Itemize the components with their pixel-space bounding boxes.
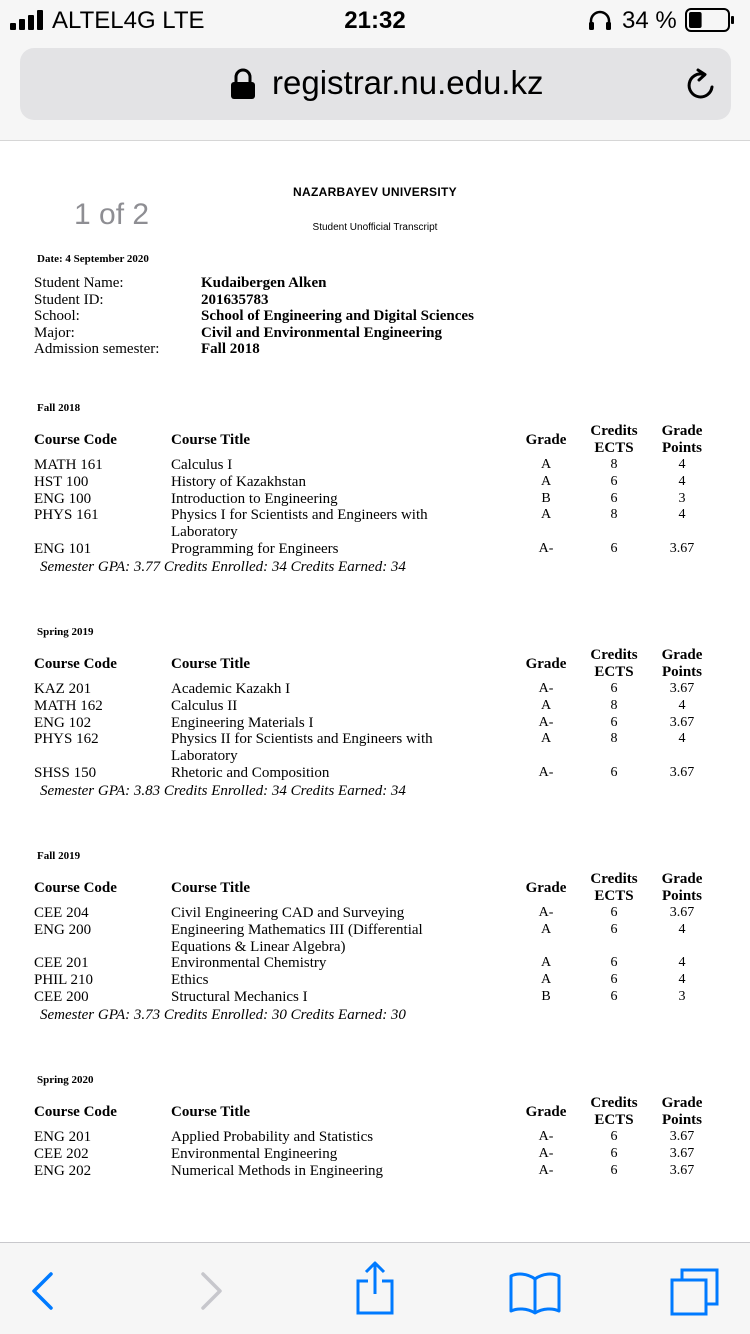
course-title: Environmental Engineering	[171, 1145, 338, 1162]
header-credits-line-1: Credits	[590, 647, 638, 663]
header-credits-line-1: Credits	[590, 1095, 638, 1111]
header-course-title: Course Title	[171, 432, 251, 448]
header-grade-points	[650, 871, 714, 905]
transcript-date: Date: 4 September 2020	[37, 253, 149, 265]
course-code: CEE 201	[34, 955, 89, 972]
header-grade-points-line-1: Grade	[661, 423, 703, 439]
course-grade-points: 3.67	[669, 714, 695, 730]
course-title: Calculus II	[171, 697, 238, 714]
student-name-label: Student Name:	[34, 275, 124, 291]
share-button[interactable]	[345, 1243, 405, 1334]
student-id-label: Student ID:	[34, 291, 104, 308]
student-info-values	[201, 275, 474, 358]
bookmarks-button[interactable]	[505, 1243, 565, 1334]
course-grade: A-	[538, 1145, 554, 1161]
forward-icon	[200, 1271, 224, 1311]
course-code: ENG 102	[34, 714, 92, 731]
university-name: NAZARBAYEV UNIVERSITY	[293, 185, 457, 199]
course-grade: A	[540, 972, 552, 988]
course-credits: 8	[610, 731, 618, 747]
course-title: Engineering Materials I	[171, 714, 314, 731]
back-icon	[30, 1271, 54, 1311]
course-grade: A	[540, 457, 552, 472]
course-grade-points: 4	[678, 921, 686, 937]
term-title: Fall 2018	[37, 402, 81, 414]
course-code: CEE 200	[34, 989, 89, 1005]
semester-summary: Semester GPA: 3.73 Credits Enrolled: 30 Credits Earned: 30	[40, 1006, 406, 1023]
header-grade: Grade	[525, 880, 567, 896]
header-grade-points-line-2: Points	[661, 1112, 702, 1128]
header-grade-points-line-1: Grade	[661, 1095, 703, 1111]
course-code: MATH 162	[34, 697, 103, 714]
course-credits: 6	[610, 972, 618, 988]
header-grade: Grade	[525, 656, 567, 672]
course-code: CEE 204	[34, 905, 89, 921]
course-grade: A	[540, 473, 552, 489]
course-credits: 6	[610, 490, 618, 506]
course-title: Physics II for Scientists and Engineers with Laboratory	[171, 731, 433, 765]
course-grade-points: 3	[678, 490, 686, 506]
major-label: Major:	[34, 324, 75, 341]
school-name: School of Engineering and Digital Sciences	[201, 308, 474, 324]
header-grade-points	[650, 1095, 714, 1129]
course-code: MATH 161	[34, 457, 103, 473]
course-title: Ethics	[171, 972, 209, 989]
course-grade-points: 4	[678, 457, 686, 472]
student-info-labels	[34, 275, 159, 358]
course-code: KAZ 201	[34, 681, 92, 697]
battery-percent: 34 %	[622, 7, 677, 34]
course-title: Rhetoric and Composition	[171, 765, 330, 781]
reload-icon[interactable]	[684, 68, 718, 102]
status-bar	[0, 0, 750, 40]
address-bar[interactable]	[20, 48, 731, 120]
header-course-title: Course Title	[171, 1104, 251, 1120]
header-credits-line-1: Credits	[590, 871, 638, 887]
course-grade-points: 4	[678, 972, 686, 988]
major-name: Civil and Environmental Engineering	[201, 324, 443, 341]
admission-semester: Fall 2018	[201, 341, 260, 357]
course-title: Environmental Chemistry	[171, 955, 327, 972]
course-title: Engineering Mathematics III (Differential Equations & Linear Algebra)	[171, 921, 423, 955]
carrier-label: ALTEL4G LTE	[52, 7, 205, 34]
transcript-document[interactable]	[0, 142, 750, 1242]
course-grade: A-	[538, 541, 554, 556]
course-credits: 6	[610, 955, 618, 971]
course-grade: A-	[538, 905, 554, 920]
student-id: 201635783	[201, 291, 269, 308]
course-grade-points: 3.67	[669, 1162, 695, 1178]
school-label: School:	[34, 308, 80, 324]
term-block	[0, 850, 750, 1050]
course-title: Physics I for Scientists and Engineers with Laboratory	[171, 507, 428, 541]
course-grade-points: 4	[678, 507, 686, 523]
share-icon	[355, 1261, 395, 1315]
header-credits	[580, 423, 648, 457]
course-grade-points: 3.67	[669, 541, 695, 556]
course-grade: A	[540, 507, 552, 523]
course-title: Programming for Engineers	[171, 541, 339, 557]
course-credits: 6	[610, 1162, 618, 1178]
header-grade-points-line-1: Grade	[661, 647, 703, 663]
course-title: Civil Engineering CAD and Surveying	[171, 905, 405, 921]
course-grade: A-	[538, 765, 554, 780]
status-clock: 21:32	[344, 7, 406, 34]
course-code: ENG 201	[34, 1129, 92, 1145]
course-credits: 6	[610, 541, 618, 556]
course-credits: 6	[610, 765, 618, 780]
course-code: HST 100	[34, 473, 89, 490]
semester-summary: Semester GPA: 3.77 Credits Enrolled: 34 Credits Earned: 34	[40, 558, 406, 575]
page-indicator: 1 of 2	[74, 198, 150, 231]
course-code: SHSS 150	[34, 765, 97, 781]
header-course-code: Course Code	[34, 1104, 117, 1120]
course-credits: 6	[610, 1129, 618, 1144]
url-text[interactable]: registrar.nu.edu.kz	[272, 64, 544, 101]
header-grade-points-line-2: Points	[661, 664, 702, 680]
browser-toolbar	[0, 1242, 750, 1334]
course-credits: 6	[610, 989, 618, 1004]
course-grade-points: 4	[678, 731, 686, 747]
header-credits	[580, 647, 648, 681]
course-grade: A-	[538, 714, 554, 730]
course-credits: 8	[610, 457, 618, 472]
course-grade-points: 3.67	[669, 1129, 695, 1144]
course-code: PHYS 162	[34, 731, 99, 748]
course-grade: B	[541, 989, 551, 1004]
term-title: Fall 2019	[37, 850, 81, 862]
tabs-button[interactable]	[665, 1243, 725, 1334]
header-credits-line-2: ECTS	[594, 440, 634, 456]
course-title: History of Kazakhstan	[171, 473, 306, 490]
header-grade-points-line-1: Grade	[661, 871, 703, 887]
course-code: PHIL 210	[34, 972, 94, 989]
course-grade: A	[540, 955, 552, 971]
header-course-code: Course Code	[34, 656, 117, 672]
headphones-icon	[588, 9, 612, 31]
header-grade-points	[650, 423, 714, 457]
course-title: Numerical Methods in Engineering	[171, 1162, 384, 1179]
battery-icon	[685, 8, 735, 32]
course-grade-points: 3.67	[669, 765, 695, 780]
course-credits: 8	[610, 697, 618, 713]
semester-summary: Semester GPA: 3.83 Credits Enrolled: 34 Credits Earned: 34	[40, 782, 406, 799]
course-grade: A	[540, 921, 552, 937]
header-grade-points-line-2: Points	[661, 888, 702, 904]
course-credits: 8	[610, 507, 618, 523]
course-code: CEE 202	[34, 1145, 89, 1162]
course-credits: 6	[610, 714, 618, 730]
course-credits: 6	[610, 905, 618, 920]
term-title: Spring 2019	[37, 626, 94, 638]
course-code: ENG 202	[34, 1162, 92, 1179]
header-course-code: Course Code	[34, 880, 117, 896]
course-title: Introduction to Engineering	[171, 490, 338, 507]
tabs-icon	[669, 1267, 721, 1317]
course-credits: 6	[610, 1145, 618, 1161]
course-credits: 6	[610, 473, 618, 489]
course-credits: 6	[610, 681, 618, 696]
course-grade: B	[541, 490, 551, 506]
course-title: Calculus I	[171, 457, 233, 473]
forward-button[interactable]	[188, 1243, 238, 1334]
course-grade: A	[540, 731, 552, 747]
lock-icon	[230, 68, 256, 100]
course-grade-points: 3.67	[669, 681, 695, 696]
course-code: PHYS 161	[34, 507, 99, 524]
term-block	[0, 402, 750, 602]
header-credits	[580, 871, 648, 905]
header-credits-line-2: ECTS	[594, 888, 634, 904]
course-grade: A-	[538, 681, 554, 696]
course-title: Academic Kazakh I	[171, 681, 291, 697]
header-credits-line-2: ECTS	[594, 1112, 634, 1128]
header-course-title: Course Title	[171, 656, 251, 672]
course-grade-points: 4	[678, 955, 686, 971]
course-grade: A-	[538, 1162, 554, 1178]
header-grade: Grade	[525, 1104, 567, 1120]
header-grade-points	[650, 647, 714, 681]
course-code: ENG 100	[34, 490, 92, 507]
course-title: Applied Probability and Statistics	[171, 1129, 374, 1145]
course-credits: 6	[610, 921, 618, 937]
bookmarks-icon	[509, 1271, 561, 1315]
student-name: Kudaibergen Alken	[201, 275, 327, 291]
course-code: ENG 101	[34, 541, 92, 557]
back-button[interactable]	[20, 1243, 70, 1334]
header-credits	[580, 1095, 648, 1129]
header-course-title: Course Title	[171, 880, 251, 896]
course-grade-points: 3	[678, 989, 686, 1004]
header-credits-line-1: Credits	[590, 423, 638, 439]
document-subtitle: Student Unofficial Transcript	[312, 222, 438, 233]
course-grade-points: 3.67	[669, 905, 695, 920]
browser-top-bar	[0, 0, 750, 141]
term-title: Spring 2020	[37, 1074, 94, 1086]
header-grade: Grade	[525, 432, 567, 448]
header-credits-line-2: ECTS	[594, 664, 634, 680]
course-title: Structural Mechanics I	[171, 989, 308, 1005]
course-grade: A	[540, 697, 552, 713]
course-code: ENG 200	[34, 921, 92, 938]
admission-label: Admission semester:	[34, 341, 160, 357]
term-block	[0, 626, 750, 826]
header-grade-points-line-2: Points	[661, 440, 702, 456]
course-grade: A-	[538, 1129, 554, 1144]
course-grade-points: 4	[678, 697, 686, 713]
course-grade-points: 3.67	[669, 1145, 695, 1161]
header-course-code: Course Code	[34, 432, 117, 448]
course-grade-points: 4	[678, 473, 686, 489]
